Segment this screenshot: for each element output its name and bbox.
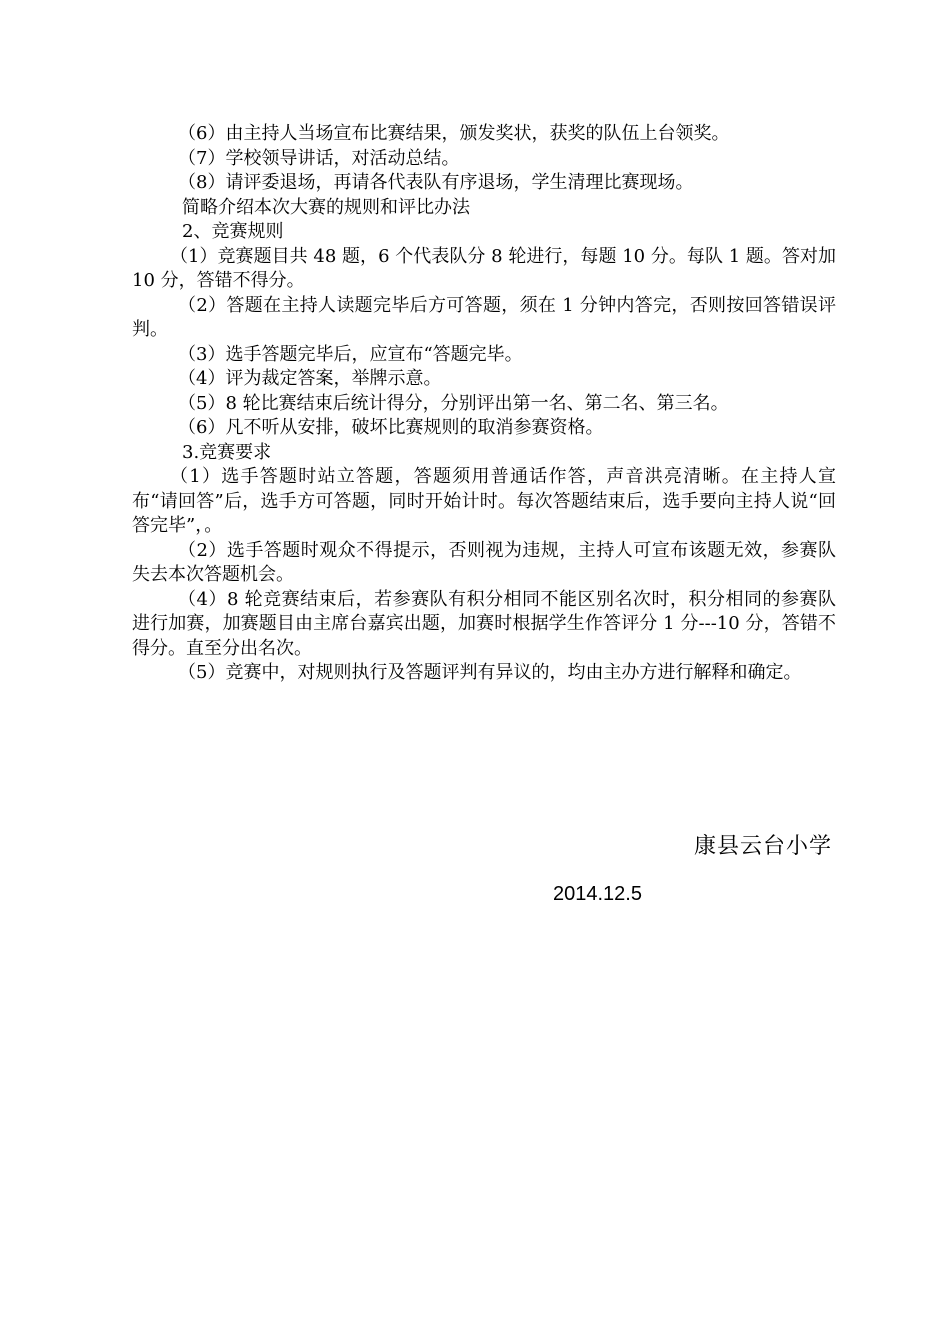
paragraph: （6）由主持人当场宣布比赛结果，颁发奖状，获奖的队伍上台领奖。 (178, 123, 730, 144)
paragraph: （7）学校领导讲话，对活动总结。 (178, 147, 460, 169)
paragraph: （6）凡不听从安排，破坏比赛规则的取消参赛资格。 (178, 417, 604, 438)
paragraph: （5）竞赛中，对规则执行及答题评判有异议的，均由主办方进行解释和确定。 (178, 662, 802, 683)
paragraph: （2）选手答题时观众不得提示，否则视为违规，主持人可宣布该题无效，参赛队失去本次答题机会。 (132, 539, 836, 585)
paragraph: （4）8 轮竞赛结束后，若参赛队有积分相同不能区别名次时，积分相同的参赛队进行加赛，加赛题目由主席台嘉宾出题，加赛时根据学生作答评分 1 分---10 分，答错不得分。直至分出名次。 (132, 588, 836, 659)
paragraph: （5）8 轮比赛结束后统计得分，分别评出第一名、第二名、第三名。 (178, 392, 729, 414)
signature: 康县云台小学 (693, 834, 832, 859)
paragraph: （8）请评委退场，再请各代表队有序退场，学生清理比赛现场。 (178, 172, 694, 193)
paragraph: （3）选手答题完毕后，应宣布“答题完毕。 (178, 343, 523, 365)
paragraph: （1）选手答题时站立答题，答题须用普通话作答，声音洪亮清晰。在主持人宣布“请回答”后，选手方可答题，同时开始计时。每次答题结束后，选手要向主持人说“回答完毕”，。 (132, 466, 836, 536)
body-text (132, 122, 836, 686)
paragraph: （1）竞赛题目共 48 题，6 个代表队分 8 轮进行，每题 10 分。每队 1 题。答对加 10 分，答错不得分。 (132, 245, 836, 291)
paragraph: （2）答题在主持人读题完毕后方可答题，须在 1 分钟内答完，否则按回答错误评判。 (132, 294, 836, 340)
section-intro: 简略介绍本次大赛的规则和评比办法 (182, 196, 470, 218)
paragraph: （4）评为裁定答案，举牌示意。 (178, 368, 442, 389)
section-heading: 2、竞赛规则 (182, 221, 284, 242)
section-heading: 3.竞赛要求 (182, 441, 272, 463)
date: 2014.12.5 (553, 883, 642, 905)
